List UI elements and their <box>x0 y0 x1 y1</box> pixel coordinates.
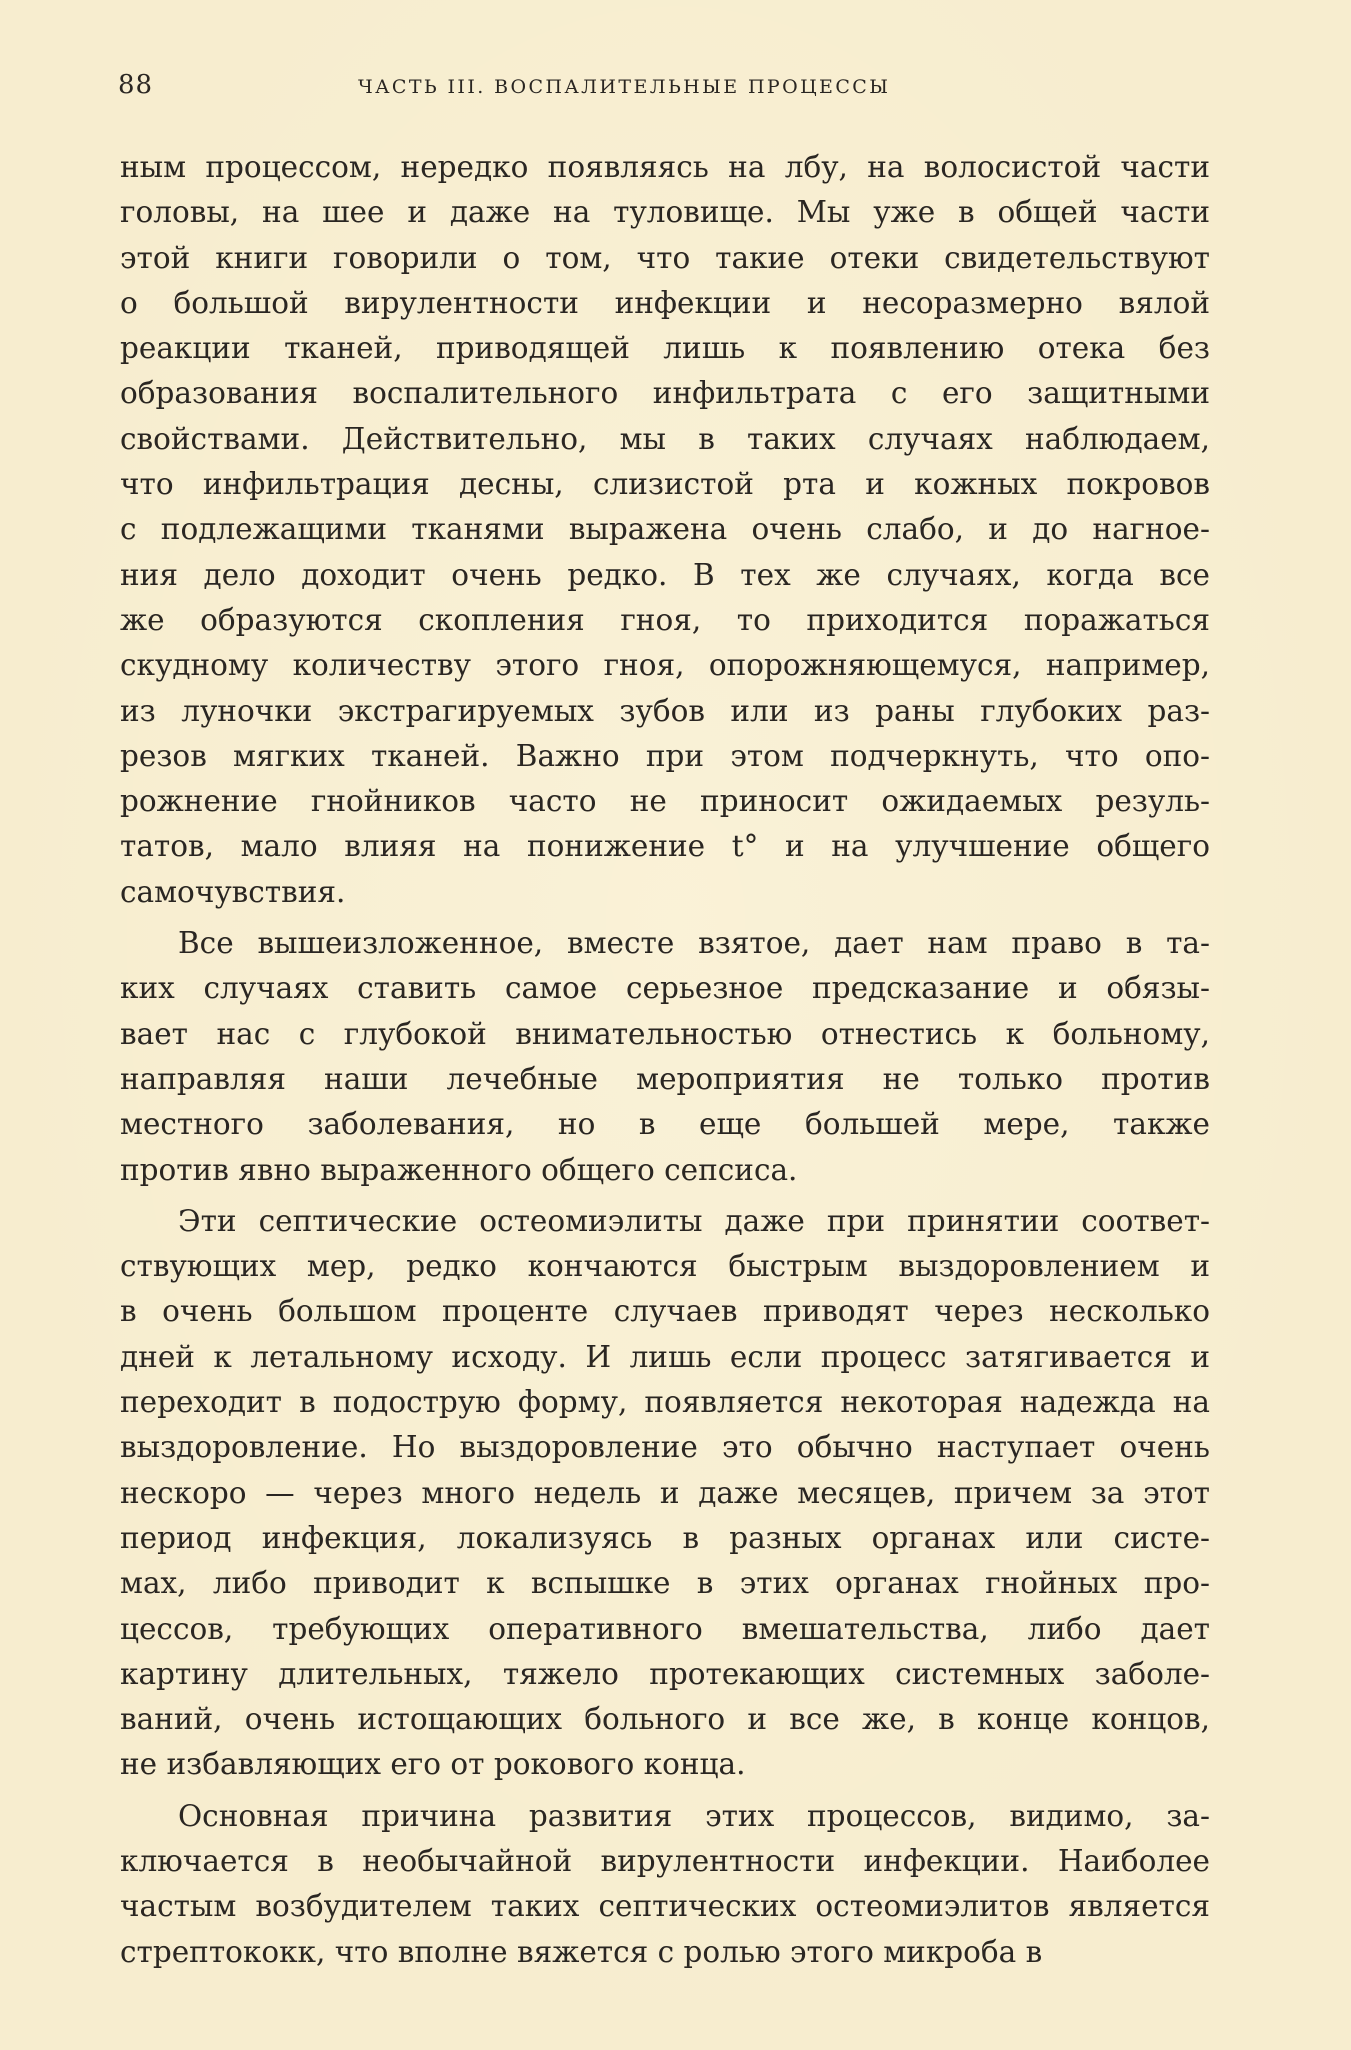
section-title: ЧАСТЬ III. ВОСПАЛИТЕЛЬНЫЕ ПРОЦЕССЫ <box>358 76 891 98</box>
text-line: мах, либо приводит к вспышке в этих органах гнойных про- <box>120 1566 1210 1601</box>
text-line: ких случаях ставить самое серьезное предсказание и обязы- <box>120 971 1210 1006</box>
text-line: вает нас с глубокой внимательностью отнестись к больному, <box>120 1016 1210 1051</box>
text-line: с подлежащими тканями выражена очень слабо, и до нагное- <box>120 512 1210 547</box>
text-line: Эти септические остеомиэлиты даже при принятии соответ- <box>178 1203 1210 1238</box>
paragraph <box>120 1199 1210 1788</box>
text-line: цессов, требующих оперативного вмешательства, либо дает <box>120 1611 1210 1646</box>
text-line: период инфекция, локализуясь в разных органах или систе- <box>120 1520 1210 1555</box>
text-line: головы, на шее и даже на туловище. Мы уже в общей части <box>120 195 1210 230</box>
paragraph <box>120 145 1210 915</box>
text-line: частым возбудителем таких септических остеомиэлитов является <box>120 1889 1210 1924</box>
text-line: ваний, очень истощающих больного и все же, в конце концов, <box>120 1702 1210 1737</box>
text-line: скудному количеству этого гноя, опорожняющемуся, например, <box>120 648 1210 683</box>
text-line: Все вышеизложенное, вместе взятое, дает нам право в та- <box>178 926 1210 961</box>
text-line: татов, мало влияя на понижение t° и на улучшение общего <box>120 829 1210 864</box>
text-line: картину длительных, тяжело протекающих системных заболе- <box>120 1656 1210 1691</box>
text-line: не избавляющих его от рокового конца. <box>120 1747 746 1782</box>
text-line: выздоровление. Но выздоровление это обычно наступает очень <box>120 1430 1210 1465</box>
text-line: в очень большом проценте случаев приводят через несколько <box>120 1294 1210 1329</box>
text-line: ния дело доходит очень редко. В тех же случаях, когда все <box>120 557 1210 592</box>
text-line: реакции тканей, приводящей лишь к появлению отека без <box>120 331 1210 366</box>
running-head <box>118 70 1208 110</box>
paragraph <box>120 1794 1210 1975</box>
text-line: Основная причина развития этих процессов, видимо, за- <box>178 1798 1210 1833</box>
text-line: ствующих мер, редко кончаются быстрым выздоровлением и <box>120 1249 1210 1284</box>
text-line: ключается в необычайной вирулентности инфекции. Наиболее <box>120 1843 1210 1878</box>
body-text <box>120 145 1210 1975</box>
text-line: из луночки экстрагируемых зубов или из раны глубоких раз- <box>120 693 1210 728</box>
text-line: что инфильтрация десны, слизистой рта и кожных покровов <box>120 467 1210 502</box>
text-line: рожнение гнойников часто не приносит ожидаемых резуль- <box>120 784 1210 819</box>
text-line: свойствами. Действительно, мы в таких случаях наблюдаем, <box>120 421 1210 456</box>
text-line: переходит в подострую форму, появляется некоторая надежда на <box>120 1385 1210 1420</box>
text-line: же образуются скопления гноя, то приходится поражаться <box>120 602 1210 637</box>
text-line: этой книги говорили о том, что такие отеки свидетельствуют <box>120 240 1210 275</box>
text-line: местного заболевания, но в еще большей мере, также <box>120 1107 1210 1142</box>
text-line: стрептококк, что вполне вяжется с ролью этого микроба в <box>120 1934 1043 1969</box>
text-line: дней к летальному исходу. И лишь если процесс затягивается и <box>120 1339 1210 1374</box>
text-line: резов мягких тканей. Важно при этом подчеркнуть, что опо- <box>120 738 1210 773</box>
text-line: о большой вирулентности инфекции и несоразмерно вялой <box>120 285 1210 320</box>
text-line: самочувствия. <box>120 874 346 909</box>
paragraph <box>120 921 1210 1193</box>
page-number: 88 <box>118 70 154 100</box>
text-line: нескоро — через много недель и даже месяцев, причем за этот <box>120 1475 1210 1510</box>
text-line: против явно выраженного общего сепсиса. <box>120 1152 798 1187</box>
text-line: направляя наши лечебные мероприятия не только против <box>120 1061 1210 1096</box>
text-line: ным процессом, нередко появляясь на лбу, на волосистой части <box>120 150 1210 184</box>
text-line: образования воспалительного инфильтрата с его защитными <box>120 376 1210 411</box>
